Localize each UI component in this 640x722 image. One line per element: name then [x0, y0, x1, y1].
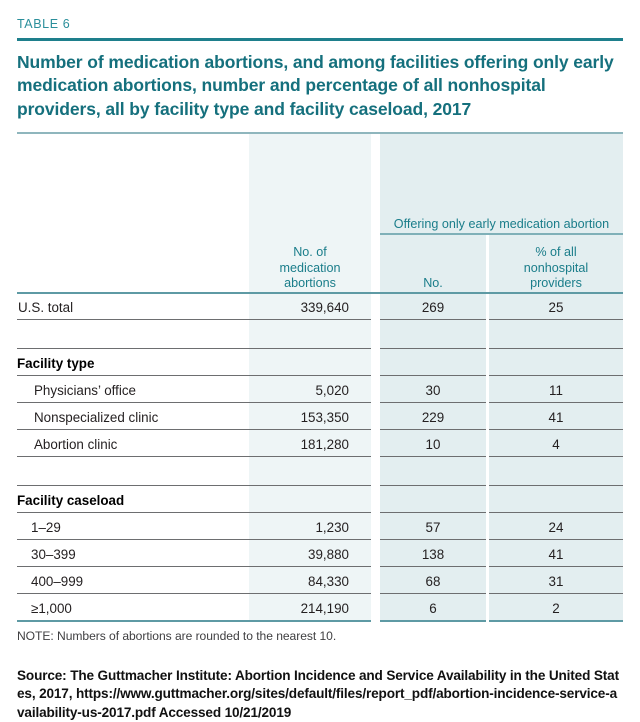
cell-offering-no: 10: [380, 430, 486, 457]
blank-label-header: [17, 234, 249, 292]
section-blank: [249, 486, 371, 513]
top-rule: [17, 38, 623, 41]
column-gap: [371, 335, 380, 349]
spacer-cell: [17, 457, 249, 473]
spacer-cell: [380, 320, 486, 336]
section-blank: [489, 486, 623, 513]
column-gap: [371, 430, 380, 457]
cell-medication-abortions: 339,640: [249, 293, 371, 320]
cell-offering-no: 6: [380, 594, 486, 621]
cell-offering-no: 229: [380, 403, 486, 430]
spacer-cell: [380, 335, 486, 349]
cell-offering-percent: 2: [489, 594, 623, 621]
column-header-offering-no: No.: [380, 234, 486, 292]
cell-offering-percent: 41: [489, 540, 623, 567]
section-blank: [380, 486, 486, 513]
row-label: 400–999: [17, 567, 249, 594]
column-gap: [371, 486, 380, 513]
spacer-cell: [249, 472, 371, 486]
table-row: [17, 513, 623, 540]
table-row: [17, 567, 623, 594]
cell-medication-abortions: 181,280: [249, 430, 371, 457]
column-gap: [371, 457, 380, 473]
cell-offering-percent: 24: [489, 513, 623, 540]
row-label: U.S. total: [17, 293, 249, 320]
table-row: [17, 540, 623, 567]
cell-medication-abortions: 214,190: [249, 594, 371, 621]
row-label: 30–399: [17, 540, 249, 567]
spacer-cell: [17, 335, 249, 349]
sub-header-row: [17, 234, 623, 292]
cell-offering-no: 68: [380, 567, 486, 594]
cell-medication-abortions: 1,230: [249, 513, 371, 540]
page-title: Number of medication abortions, and among facilities offering only early medication abortions, number and percentage of all nonhospital providers, all by facility type and facility caseload, 2017: [17, 52, 614, 119]
column-gap: [371, 472, 380, 486]
cell-offering-percent: 11: [489, 376, 623, 403]
corner-cell-medication: [249, 134, 371, 234]
section-blank: [249, 349, 371, 376]
column-header-line-3: abortions: [284, 276, 336, 291]
cell-offering-no: 138: [380, 540, 486, 567]
column-header-line-3: providers: [530, 276, 582, 291]
table-head: [17, 134, 623, 293]
cell-medication-abortions: 39,880: [249, 540, 371, 567]
table-row: [17, 293, 623, 320]
cell-medication-abortions: 153,350: [249, 403, 371, 430]
spacer-cell: [249, 320, 371, 336]
group-header-row: [17, 134, 623, 234]
spacer-cell: [489, 472, 623, 486]
column-gap: [371, 320, 380, 336]
column-gap: [371, 594, 380, 621]
table-number-label: TABLE 6: [17, 17, 71, 31]
table-body: [17, 293, 623, 621]
column-gap: [371, 349, 380, 376]
spacer-cell: [380, 457, 486, 473]
spacer-row: [17, 335, 623, 349]
spacer-cell: [17, 320, 249, 336]
table-row: [17, 376, 623, 403]
column-gap: [371, 234, 380, 292]
spacer-cell: [249, 457, 371, 473]
section-header-row: [17, 486, 623, 513]
cell-offering-percent: 4: [489, 430, 623, 457]
column-header-line-1: % of all: [535, 244, 577, 259]
spacer-cell: [489, 457, 623, 473]
column-gap: [371, 293, 380, 320]
column-gap: [371, 376, 380, 403]
section-header-row: [17, 349, 623, 376]
column-gap: [371, 403, 380, 430]
table-row: [17, 594, 623, 621]
spacer-cell: [17, 472, 249, 486]
row-label: Abortion clinic: [17, 430, 249, 457]
spacer-row: [17, 472, 623, 486]
column-header-line-2: medication: [279, 260, 341, 275]
spacer-row: [17, 320, 623, 336]
section-blank: [380, 349, 486, 376]
row-label: Physicians’ office: [17, 376, 249, 403]
cell-offering-no: 30: [380, 376, 486, 403]
column-gap: [371, 567, 380, 594]
column-header-line-2: nonhospital: [523, 260, 589, 275]
cell-offering-no: 57: [380, 513, 486, 540]
column-gap: [371, 134, 380, 234]
corner-cell: [17, 134, 249, 234]
table-note: NOTE: Numbers of abortions are rounded to the nearest 10.: [17, 628, 337, 643]
spacer-row: [17, 457, 623, 473]
column-gap: [371, 513, 380, 540]
column-header-medication-abortions: [249, 234, 371, 292]
cell-medication-abortions: 5,020: [249, 376, 371, 403]
spacer-cell: [489, 320, 623, 336]
row-label: 1–29: [17, 513, 249, 540]
row-label: ≥1,000: [17, 594, 249, 621]
row-label: Nonspecialized clinic: [17, 403, 249, 430]
group-header-offering-only-early: Offering only early medication abortion: [380, 134, 623, 234]
cell-offering-percent: 41: [489, 403, 623, 430]
column-header-offering-percent: [489, 234, 623, 292]
section-blank: [489, 349, 623, 376]
spacer-cell: [380, 472, 486, 486]
table-row: [17, 403, 623, 430]
cell-offering-no: 269: [380, 293, 486, 320]
cell-offering-percent: 31: [489, 567, 623, 594]
table-row: [17, 430, 623, 457]
cell-medication-abortions: 84,330: [249, 567, 371, 594]
section-label: Facility caseload: [17, 486, 249, 513]
section-label: Facility type: [17, 349, 249, 376]
column-header-line-1: No. of: [293, 244, 327, 259]
table-source: Source: The Guttmacher Institute: Abortion Incidence and Service Availability in the United States, 2017, https://www.guttmacher.org/sites/default/files/report_pdf/abortion-incidence-service-availability-us-2017.pdf Accessed 10/21/2019: [17, 667, 619, 720]
column-gap: [371, 540, 380, 567]
data-table: [17, 134, 623, 622]
spacer-cell: [249, 335, 371, 349]
spacer-cell: [489, 335, 623, 349]
cell-offering-percent: 25: [489, 293, 623, 320]
